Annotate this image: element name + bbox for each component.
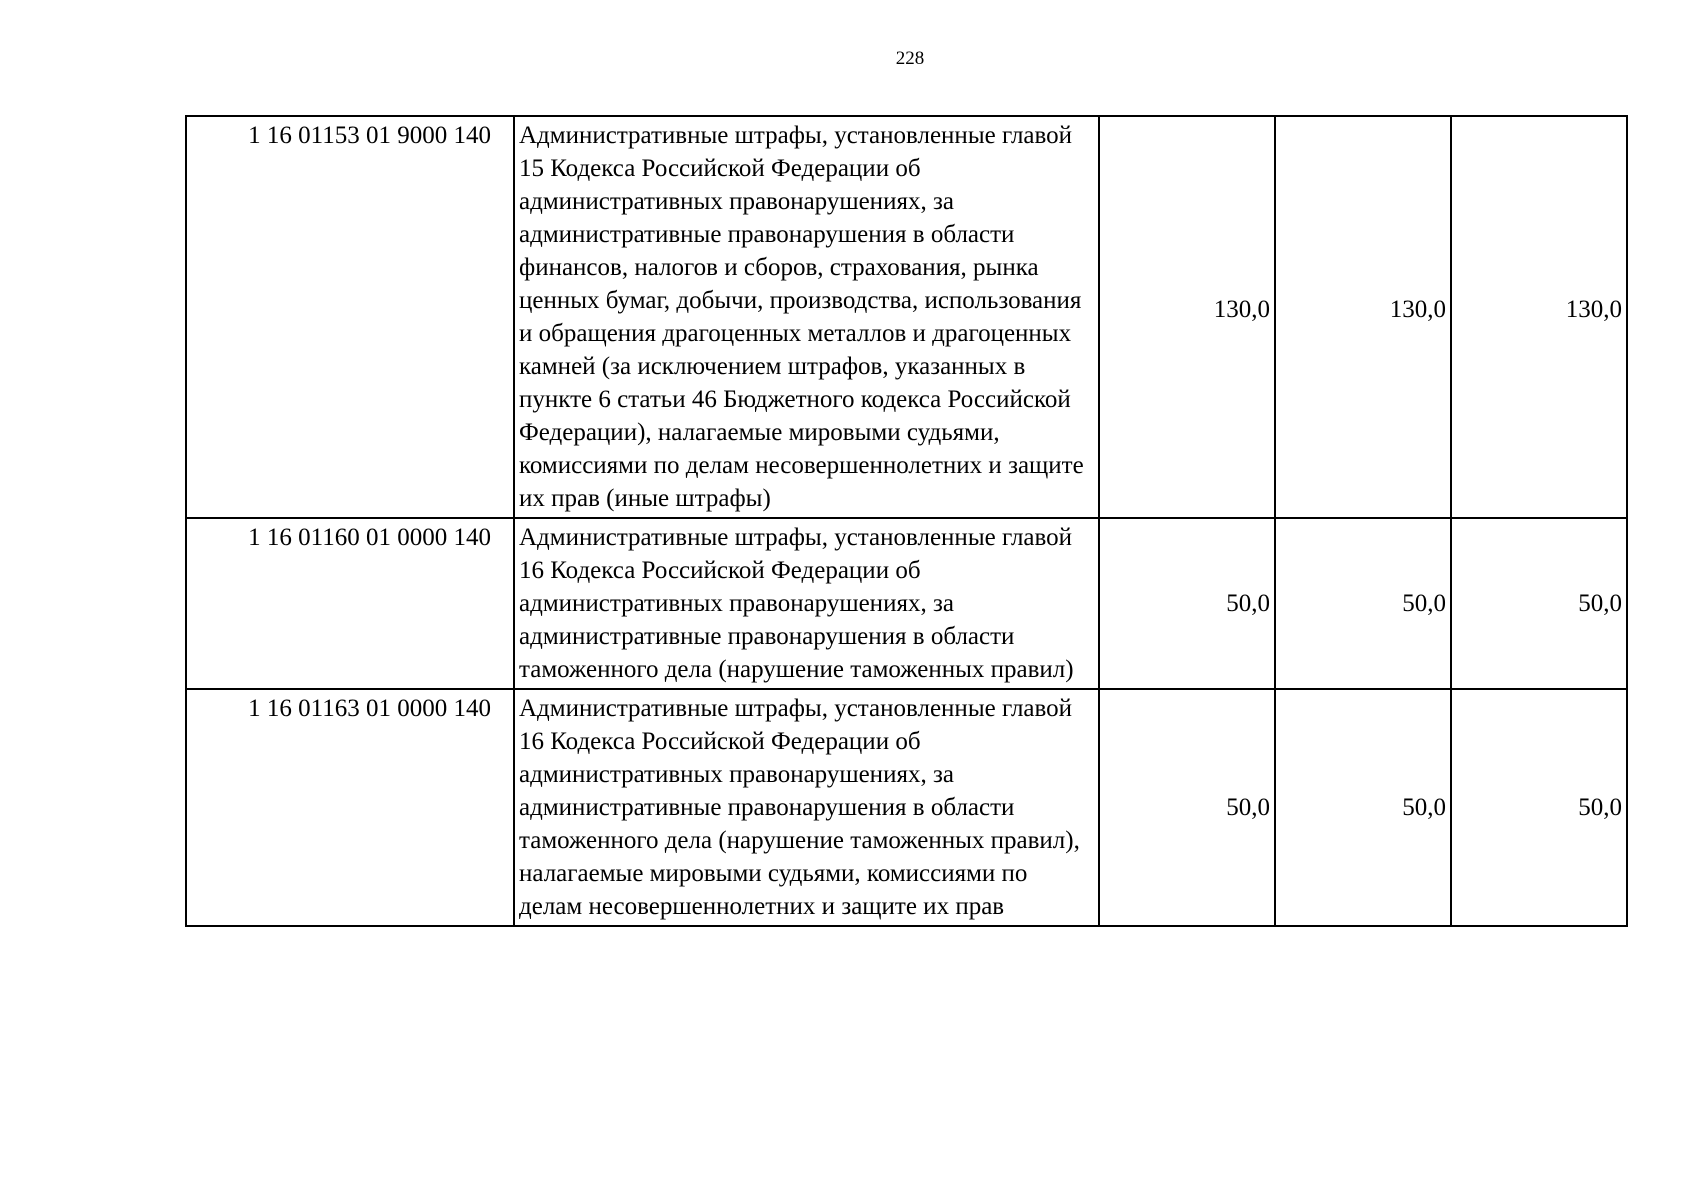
- amount-cell-year-1: 50,0: [1099, 689, 1275, 926]
- table-row: [186, 518, 1627, 689]
- amount-cell-year-2: 50,0: [1275, 689, 1451, 926]
- table-row: [186, 116, 1627, 518]
- budget-code-cell: 1 16 01163 01 0000 140: [186, 689, 514, 926]
- description-cell: Административные штрафы, установленные главой 16 Кодекса Российской Федерации об административных правонарушениях, за административные правонарушения в области таможенного дела (нарушение таможенных правил): [514, 518, 1099, 689]
- amount-cell-year-2: 50,0: [1275, 518, 1451, 689]
- budget-code-cell: 1 16 01153 01 9000 140: [186, 116, 514, 518]
- page-number: 228: [895, 48, 925, 69]
- amount-cell-year-3: 130,0: [1451, 116, 1627, 518]
- description-cell: Административные штрафы, установленные главой 16 Кодекса Российской Федерации об административных правонарушениях, за административные правонарушения в области таможенного дела (нарушение таможенных правил), налагаемые мировыми судьями, комиссиями по делам несовершеннолетних и защите их прав: [514, 689, 1099, 926]
- amount-cell-year-1: 50,0: [1099, 518, 1275, 689]
- table-row: [186, 689, 1627, 926]
- description-cell: Административные штрафы, установленные главой 15 Кодекса Российской Федерации об административных правонарушениях, за административные правонарушения в области финансов, налогов и сборов, страхования, рынка ценных бумаг, добычи, производства, использования и обращения драгоценных металлов и драгоценных камней (за исключением штрафов, указанных в пункте 6 статьи 46 Бюджетного кодекса Российской Федерации), налагаемые мировыми судьями, комиссиями по делам несовершеннолетних и защите их прав (иные штрафы): [514, 116, 1099, 518]
- budget-table: [185, 115, 1628, 927]
- budget-code-cell: 1 16 01160 01 0000 140: [186, 518, 514, 689]
- amount-cell-year-3: 50,0: [1451, 518, 1627, 689]
- amount-cell-year-3: 50,0: [1451, 689, 1627, 926]
- amount-cell-year-2: 130,0: [1275, 116, 1451, 518]
- amount-cell-year-1: 130,0: [1099, 116, 1275, 518]
